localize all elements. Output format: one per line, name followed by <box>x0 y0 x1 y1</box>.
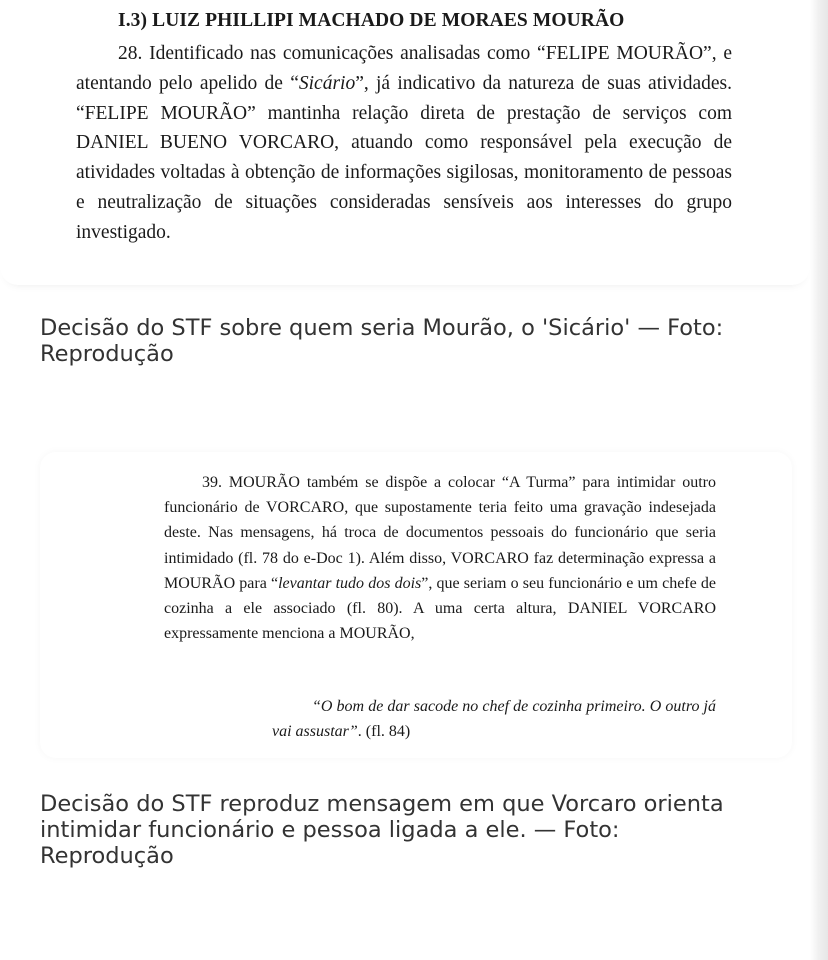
image-caption-2: Decisão do STF reproduz mensagem em que Vorcaro orienta intimidar funcionário e pessoa ligada a ele. — Foto: Reprodução <box>40 791 724 869</box>
document-heading: I.3) LUIZ PHILLIPI MACHADO DE MORAES MOURÃO <box>118 10 625 31</box>
paragraph-number: 28. <box>118 43 143 64</box>
image-caption-1: Decisão do STF sobre quem seria Mourão, o 'Sicário' — Foto: Reprodução <box>40 315 724 367</box>
scrollbar-track[interactable] <box>810 0 828 960</box>
quote-reference: . (fl. 84) <box>357 723 411 741</box>
document-paragraph-28 <box>76 39 732 248</box>
paragraph-text-continued: ”, que seriam o seu funcionário e um chefe de cozinha a ele associado (fl. 80). A uma certa altura, DANIEL VORCARO expressamente menciona a MOURÃO, <box>164 574 716 643</box>
paragraph-text-continued: ”, já indicativo da natureza de suas atividades. “FELIPE MOURÃO” mantinha relação direta de prestação de serviços com DANIEL BUENO VORCARO, atuando como responsável pela execução de atividades voltadas à obtenção de informações sigilosas, monitoramento de pessoas e neutralização de situações consideradas sensíveis aos interesses do grupo investigado. <box>76 72 732 243</box>
paragraph-italic-nickname: Sicário <box>298 72 356 94</box>
paragraph-italic-quote: levantar tudo dos dois <box>278 574 422 592</box>
paragraph-text: Identificado nas comunicações analisadas como “FELIPE MOURÃO”, e atentando pelo apelido de “ <box>76 43 732 94</box>
document-paragraph-39 <box>164 470 716 646</box>
block-quote <box>272 694 716 744</box>
paragraph-number: 39. <box>202 474 222 491</box>
document-image-2 <box>40 452 792 758</box>
document-image-1 <box>0 0 810 285</box>
quote-text: “O bom de dar sacode no chef de cozinha primeiro. O outro já vai assustar” <box>272 698 716 741</box>
paragraph-text: MOURÃO também se dispõe a colocar “A Turma” para intimidar outro funcionário de VORCARO, que supostamente teria feito uma gravação indesejada deste. Nas mensagens, há troca de documentos pessoais do funcionário que seria intimidado (fl. 78 do e-Doc 1). Além disso, VORCARO faz determinação expressa a MOURÃO para “ <box>164 474 716 592</box>
